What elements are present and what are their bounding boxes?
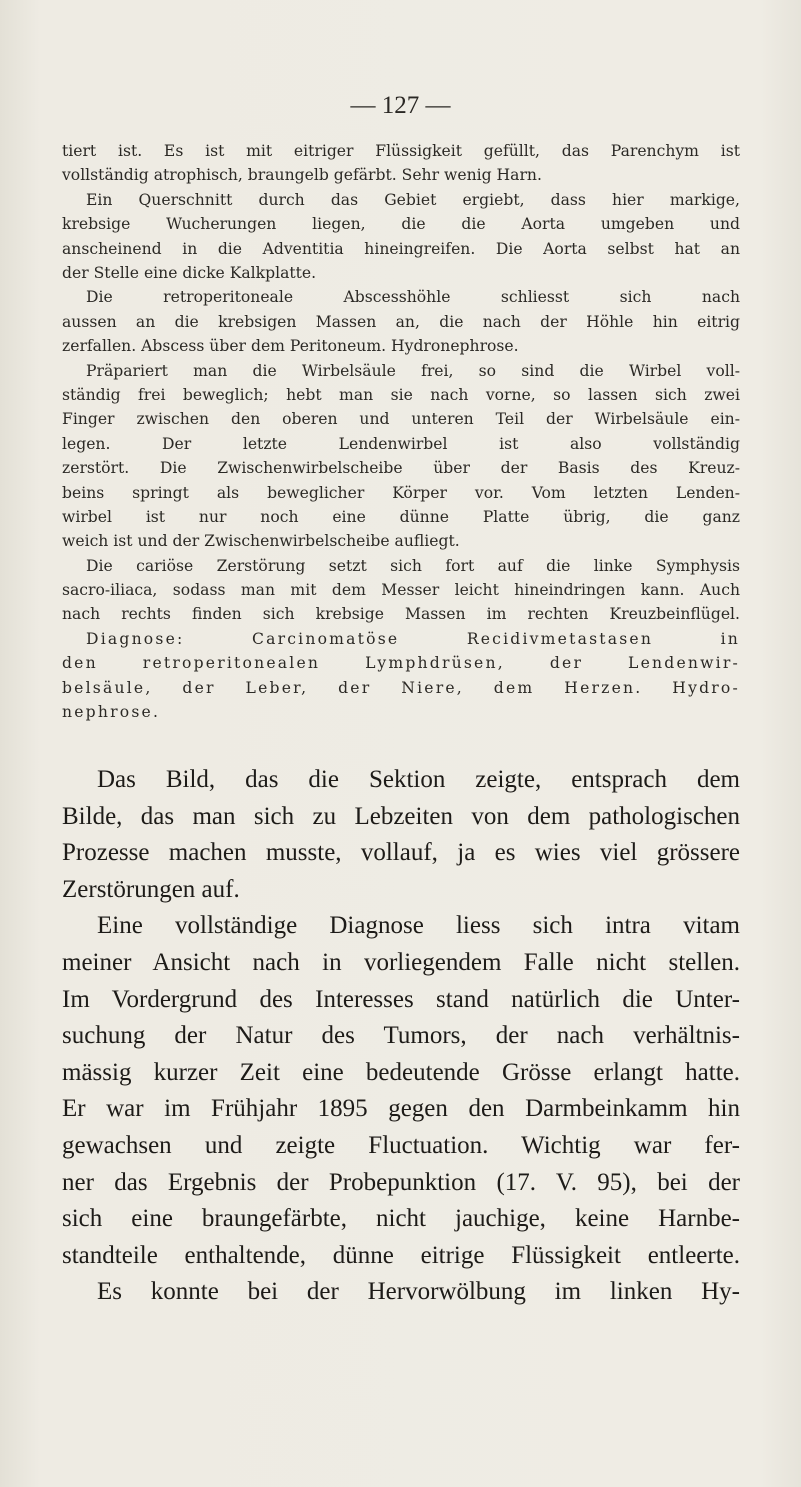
page-number: — 127 — (350, 92, 451, 119)
text-line: standteile enthaltende, dünne eitrige Flüssigkeit entleerte. (62, 1241, 740, 1269)
text-line: suchung der Natur des Tumors, der nach verhältnis- (62, 1022, 740, 1050)
text-line: Es konnte bei der Hervorwölbung im linken Hy- (97, 1278, 740, 1306)
text-line: Präpariert man die Wirbelsäule frei, so sind die Wirbel voll- (86, 361, 740, 380)
small-print-block (62, 139, 740, 724)
text-line: Finger zwischen den oberen und unteren Teil der Wirbelsäule ein- (62, 410, 740, 429)
text-line: weich ist und der Zwischenwirbelscheibe aufliegt. (62, 532, 460, 551)
text-line: zerfallen. Abscess über dem Peritoneum. Hydronephrose. (62, 337, 519, 356)
text-line: Eine vollständige Diagnose liess sich intra vitam (97, 912, 740, 940)
diagnosis-line: nephrose. (62, 703, 161, 722)
diagnosis-line: belsäule, der Leber, der Niere, dem Herzen. Hydro- (62, 678, 740, 697)
text-line: zerstört. Die Zwischenwirbelscheibe über der Basis des Kreuz- (62, 459, 740, 478)
text-line: Im Vordergrund des Interesses stand natürlich die Unter- (62, 985, 740, 1013)
text-line: mässig kurzer Zeit eine bedeutende Grösse erlangt hatte. (62, 1058, 740, 1086)
text-line: Die cariöse Zerstörung setzt sich fort auf die linke Symphysis (86, 556, 740, 575)
text-line: der Stelle eine dicke Kalkplatte. (62, 263, 317, 282)
main-text-block (62, 762, 740, 1311)
text-line: krebsige Wucherungen liegen, die die Aorta umgeben und (62, 215, 740, 234)
text-line: vollständig atrophisch, braungelb gefärbt. Sehr wenig Harn. (62, 166, 542, 185)
text-line: anscheinend in die Adventitia hineingreifen. Die Aorta selbst hat an (62, 239, 740, 258)
text-line: Er war im Frühjahr 1895 gegen den Darmbeinkamm hin (62, 1095, 740, 1123)
text-line: Das Bild, das die Sektion zeigte, entsprach dem (97, 766, 740, 793)
text-line: ner das Ergebnis der Probepunktion (17. V. 95), bei der (62, 1168, 740, 1196)
text-line: Prozesse machen musste, vollauf, ja es wies viel grössere (62, 839, 740, 867)
text-line: ständig frei beweglich; hebt man sie nach vorne, so lassen sich zwei (62, 385, 740, 404)
text-line: nach rechts finden sich krebsige Massen im rechten Kreuzbeinflügel. (62, 605, 740, 624)
text-line: gewachsen und zeigte Fluctuation. Wichtig war fer- (62, 1131, 740, 1159)
text-line: sich eine braungefärbte, nicht jauchige, keine Harnbe- (62, 1205, 740, 1233)
diagnosis-line: den retroperitonealen Lymphdrüsen, der Lendenwir- (62, 654, 740, 673)
text-line: legen. Der letzte Lendenwirbel ist also vollständig (62, 434, 740, 453)
text-line: beins springt als beweglicher Körper vor. Vom letzten Lenden- (62, 483, 740, 502)
text-line: aussen an die krebsigen Massen an, die nach der Höhle hin eitrig (62, 312, 740, 331)
text-line: Die retroperitoneale Abscesshöhle schliesst sich nach (86, 288, 740, 307)
text-line: Zerstörungen auf. (62, 875, 240, 903)
text-line: Bilde, das man sich zu Lebzeiten von dem pathologischen (62, 802, 740, 830)
text-line: sacro-iliaca, sodass man mit dem Messer leicht hineindringen kann. Auch (62, 581, 740, 600)
diagnosis-line: Diagnose: Carcinomatöse Recidivmetastasen in (86, 629, 740, 648)
text-line: wirbel ist nur noch eine dünne Platte übrig, die ganz (62, 507, 740, 526)
text-line: meiner Ansicht nach in vorliegendem Falle nicht stellen. (62, 948, 740, 976)
text-line: tiert ist. Es ist mit eitriger Flüssigkeit gefüllt, das Parenchym ist (62, 142, 740, 160)
text-line: Ein Querschnitt durch das Gebiet ergiebt, dass hier markige, (86, 190, 740, 209)
